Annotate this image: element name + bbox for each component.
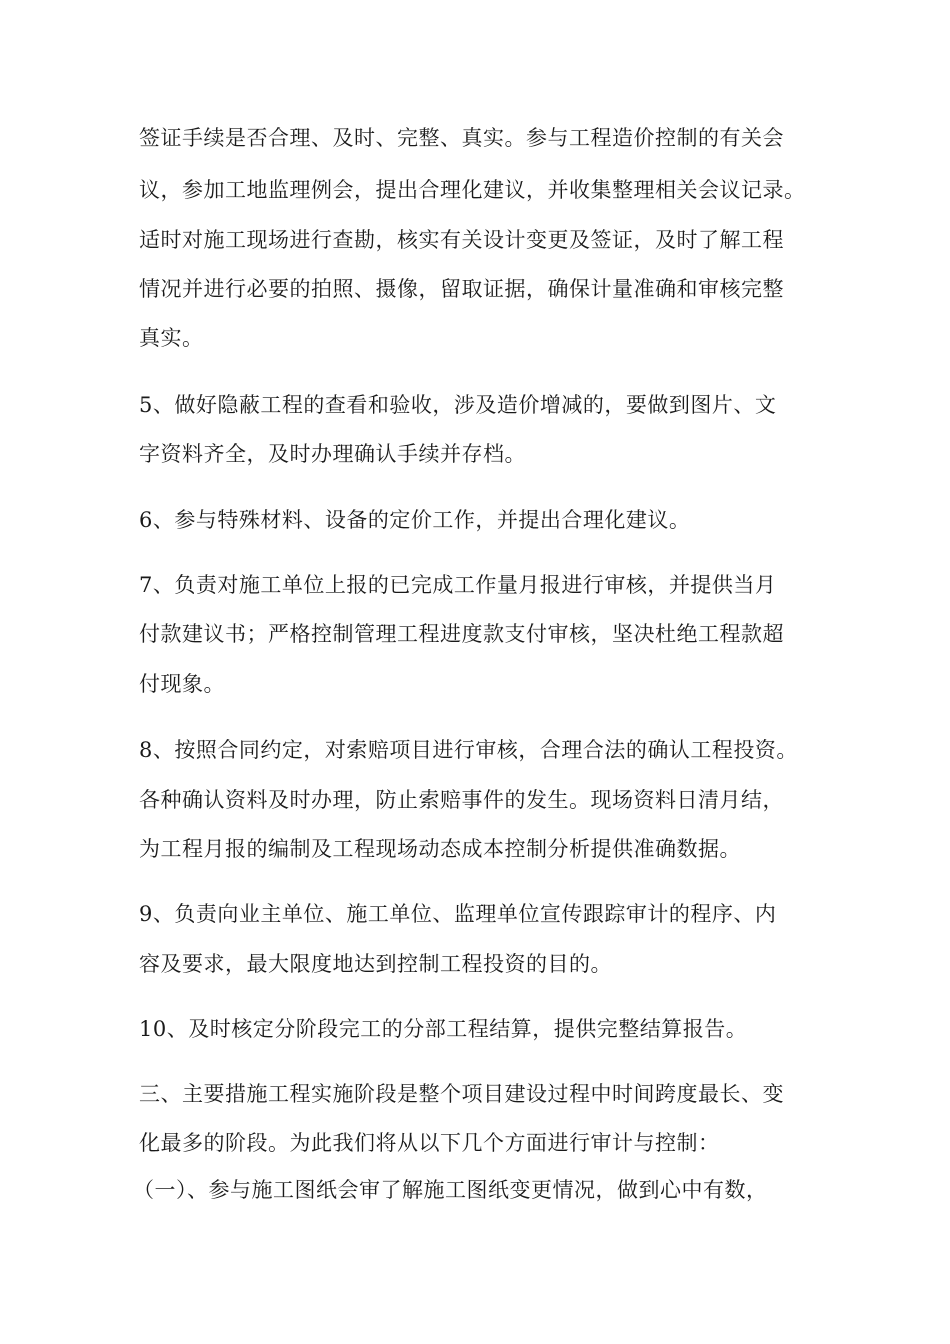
text-line: 容及要求，最大限度地达到控制工程投资的目的。 <box>139 952 612 976</box>
text-line: 字资料齐全，及时办理确认手续并存档。 <box>139 442 526 466</box>
text-line: 三、主要措施工程实施阶段是整个项目建设过程中时间跨度最长、变 <box>139 1082 784 1106</box>
text-line: 8、按照合同约定，对索赔项目进行审核，合理合法的确认工程投资。 <box>139 738 798 762</box>
text-line: 付现象。 <box>139 672 225 696</box>
text-line: 情况并进行必要的拍照、摄像，留取证据，确保计量准确和审核完整 <box>139 277 784 301</box>
text-line: 议，参加工地监理例会，提出合理化建议，并收集整理相关会议记录。 <box>139 178 806 202</box>
text-line: 真实。 <box>139 326 204 350</box>
text-line: 适时对施工现场进行查勘，核实有关设计变更及签证，及时了解工程 <box>139 228 784 252</box>
text-line: （一）、参与施工图纸会审了解施工图纸变更情况，做到心中有数， <box>133 1178 768 1202</box>
text-line: 签证手续是否合理、及时、完整、真实。参与工程造价控制的有关会 <box>139 126 784 150</box>
text-line: 9、负责向业主单位、施工单位、监理单位宣传跟踪审计的程序、内 <box>139 902 777 926</box>
text-line: 付款建议书；严格控制管理工程进度款支付审核，坚决杜绝工程款超 <box>139 622 784 646</box>
text-line: 7、负责对施工单位上报的已完成工作量月报进行审核，并提供当月 <box>139 573 777 597</box>
text-line: 6、参与特殊材料、设备的定价工作，并提出合理化建议。 <box>139 508 691 532</box>
text-line: 化最多的阶段。为此我们将从以下几个方面进行审计与控制： <box>139 1131 720 1155</box>
text-line: 各种确认资料及时办理，防止索赔事件的发生。现场资料日清月结， <box>139 788 784 812</box>
text-line: 10、及时核定分阶段完工的分部工程结算，提供完整结算报告。 <box>139 1017 748 1041</box>
text-line: 为工程月报的编制及工程现场动态成本控制分析提供准确数据。 <box>139 837 741 861</box>
text-line: 5、做好隐蔽工程的查看和验收，涉及造价增减的，要做到图片、文 <box>139 393 777 417</box>
